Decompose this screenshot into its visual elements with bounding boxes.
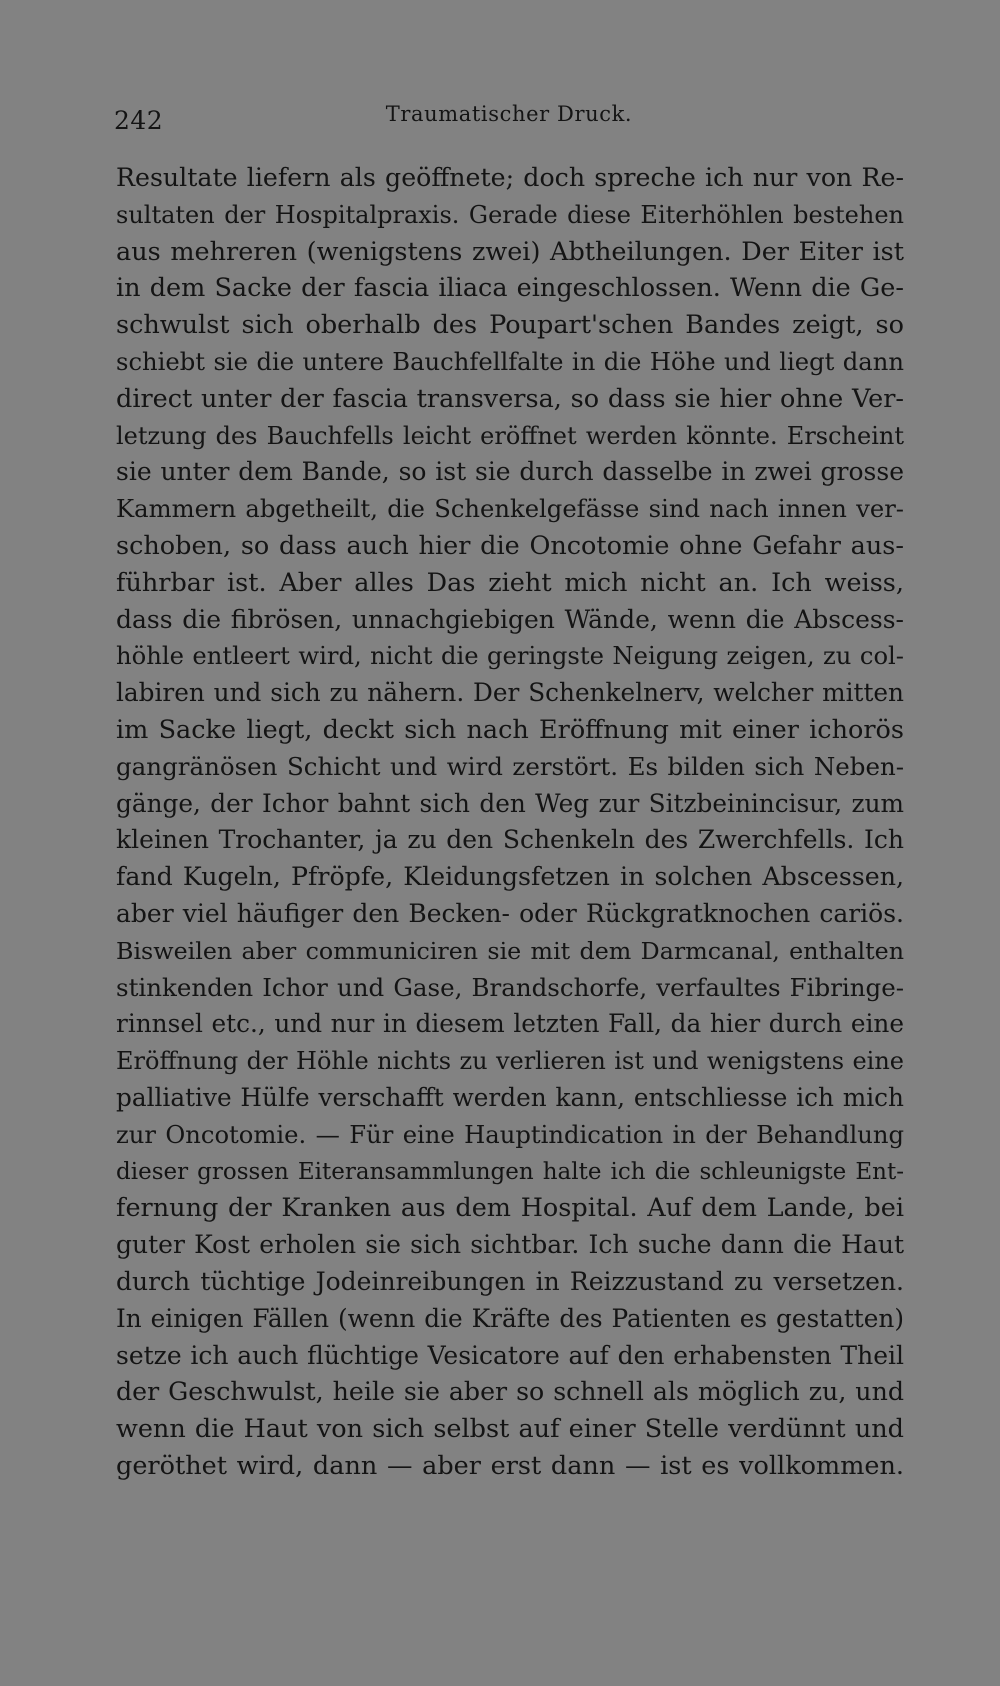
text-line: kleinen Trochanter, ja zu den Schenkeln des Zwerchfells. Ich [116,825,904,855]
text-line: schwulst sich oberhalb des Poupart'schen Bandes zeigt, so [116,310,904,341]
text-line: sultaten der Hospitalpraxis. Gerade diese Eiterhöhlen bestehen [116,200,904,229]
running-head: Traumatischer Druck. [385,102,633,126]
text-line: In einigen Fällen (wenn die Kräfte des Patienten es gestatten) [116,1303,904,1333]
text-line: Resultate liefern als geöffnete; doch spreche ich nur von Re- [116,163,904,192]
text-line: stinkenden Ichor und Gase, Brandschorfe, verfaultes Fibringe- [116,972,904,1002]
text-line: fernung der Kranken aus dem Hospital. Auf dem Lande, bei [116,1193,904,1224]
text-line: der Geschwulst, heile sie aber so schnell als möglich zu, und [116,1377,904,1407]
text-line: zur Oncotomie. — Für eine Hauptindication in der Behandlung [116,1119,904,1149]
text-line: rinnsel etc., und nur in diesem letzten Fall, da hier durch eine [116,1009,904,1039]
text-line: fand Kugeln, Pfröpfe, Kleidungsfetzen in solchen Abscessen, [116,862,904,892]
text-line: Kammern abgetheilt, die Schenkelgefässe sind nach innen ver- [116,494,904,524]
text-line: guter Kost erholen sie sich sichtbar. Ich suche dann die Haut [116,1230,904,1260]
text-line: schoben, so dass auch hier die Oncotomie ohne Gefahr aus- [116,530,904,561]
text-line: dass die fibrösen, unnachgiebigen Wände, wenn die Abscess- [116,604,904,634]
body-text [116,160,904,1485]
page-number: 242 [114,106,164,135]
text-line: gangränösen Schicht und wird zerstört. Es bilden sich Neben- [116,751,904,781]
text-line: wenn die Haut von sich selbst auf einer Stelle verdünnt und [116,1414,904,1445]
page-header [114,102,904,136]
text-line: geröthet wird, dann — aber erst dann — ist es vollkommen. [116,1450,904,1481]
text-line: im Sacke liegt, deckt sich nach Eröffnung mit einer ichorös [116,714,904,745]
text-line: sie unter dem Bande, so ist sie durch dasselbe in zwei grosse [116,457,904,487]
text-line: schiebt sie die untere Bauchfellfalte in die Höhe und liegt dann [116,346,904,376]
text-line: Bisweilen aber communiciren sie mit dem Darmcanal, enthalten [116,936,904,965]
text-line: labiren und sich zu nähern. Der Schenkelnerv, welcher mitten [116,678,904,708]
text-line: in dem Sacke der fascia iliaca eingeschlossen. Wenn die Ge- [116,273,904,304]
text-line: setze ich auch flüchtige Vesicatore auf den erhabensten Theil [116,1340,904,1370]
text-line: direct unter der fascia transversa, so dass sie hier ohne Ver- [116,383,904,414]
text-line: Eröffnung der Höhle nichts zu verlieren ist und wenigstens eine [116,1047,904,1076]
text-line: palliative Hülfe verschafft werden kann, entschliesse ich mich [116,1082,904,1112]
text-line: höhle entleert wird, nicht die geringste Neigung zeigen, zu col- [116,641,904,671]
text-line: dieser grossen Eiteransammlungen halte ich die schleunigste Ent- [116,1158,904,1185]
text-line: durch tüchtige Jodeinreibungen in Reizzustand zu versetzen. [116,1266,904,1296]
text-line: führbar ist. Aber alles Das zieht mich nicht an. Ich weiss, [116,567,904,598]
text-line: letzung des Bauchfells leicht eröffnet werden könnte. Erscheint [116,421,904,450]
text-line: gänge, der Ichor bahnt sich den Weg zur Sitzbeinincisur, zum [116,788,904,818]
text-line: aber viel häufiger den Becken- oder Rückgratknochen cariös. [116,898,904,928]
text-line: aus mehreren (wenigstens zwei) Abtheilungen. Der Eiter ist [116,236,904,267]
